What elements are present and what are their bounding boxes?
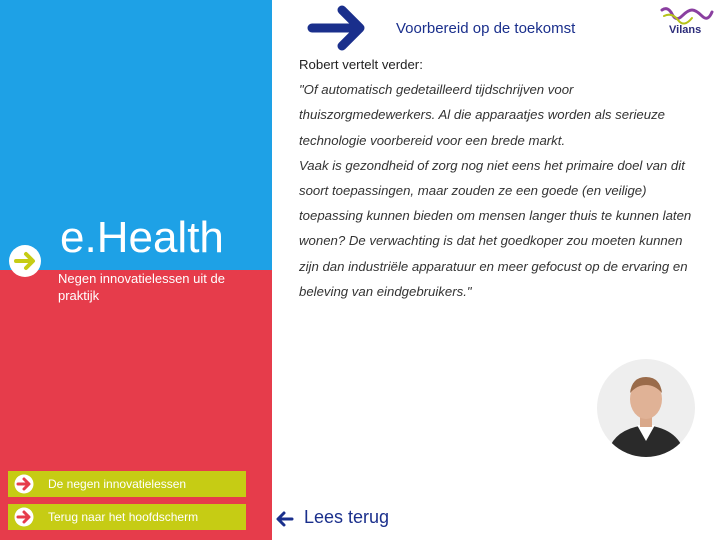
arrow-left-icon bbox=[274, 509, 296, 529]
page-title: Voorbereid op de toekomst bbox=[396, 20, 576, 37]
vilans-logo-text: Vilans bbox=[669, 24, 702, 36]
story-intro: Robert vertelt verder: bbox=[299, 57, 423, 72]
ehealth-title: e.Health bbox=[60, 213, 224, 262]
nav-button-hoofdscherm[interactable] bbox=[8, 504, 246, 530]
sidebar-bottom-panel bbox=[0, 270, 272, 540]
speaker-avatar bbox=[597, 359, 695, 457]
nav-button-label: Terug naar het hoofdscherm bbox=[48, 510, 199, 524]
story-text bbox=[299, 52, 699, 304]
story-quote-paragraph-2: Vaak is gezondheid of zorg nog niet eens het primaire doel van dit soort toepassingen, maar zouden ze een goede (en veilige) toepassing kunnen bieden om mensen langer thuis te kunnen laten wonen? De verwachting is dat het goedkoper zou moeten kunnen zijn dan industriële apparatuur en meer gefocust op de ervaring en beleving van eindgebruikers." bbox=[299, 157, 692, 299]
arrow-right-icon bbox=[306, 4, 370, 52]
arrow-right-icon bbox=[14, 507, 34, 527]
story-quote-paragraph-1: "Of automatisch gedetailleerd tijdschrijven voor thuiszorgmedewerkers. Al die apparaatjes worden als serieuze technologie voorbereid voor een brede markt. bbox=[299, 82, 666, 148]
back-link-label: Lees terug bbox=[304, 507, 390, 527]
nav-button-innovatielessen[interactable] bbox=[8, 471, 246, 497]
arrow-right-icon bbox=[14, 474, 34, 494]
ehealth-subtitle: Negen innovatielessen uit de praktijk bbox=[58, 271, 225, 303]
ehealth-arrow-icon bbox=[8, 244, 42, 278]
nav-button-label: De negen innovatielessen bbox=[48, 477, 187, 491]
